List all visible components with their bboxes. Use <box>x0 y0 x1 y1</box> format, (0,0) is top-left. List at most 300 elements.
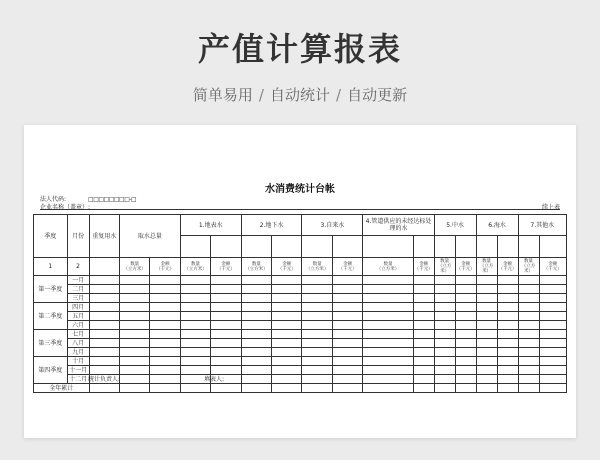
data-cell[interactable] <box>272 294 302 303</box>
data-cell[interactable] <box>89 294 119 303</box>
unit-label: 数量 <box>251 261 261 267</box>
data-cell[interactable] <box>476 330 497 339</box>
table-row <box>34 348 567 357</box>
data-cell[interactable] <box>497 384 518 393</box>
unit-cell <box>211 258 241 276</box>
table-row <box>34 276 567 285</box>
data-cell[interactable] <box>180 285 210 294</box>
data-cell[interactable] <box>150 294 180 303</box>
data-cell[interactable] <box>455 339 476 348</box>
data-cell[interactable] <box>363 357 413 366</box>
data-cell[interactable] <box>302 375 332 384</box>
data-cell[interactable] <box>89 303 119 312</box>
data-cell[interactable] <box>476 339 497 348</box>
data-cell[interactable] <box>434 321 455 330</box>
data-cell[interactable] <box>434 375 455 384</box>
tagline-separator: / <box>336 86 342 104</box>
data-cell[interactable] <box>180 312 210 321</box>
data-cell[interactable] <box>89 384 119 393</box>
data-cell[interactable] <box>518 357 539 366</box>
data-cell[interactable] <box>518 384 539 393</box>
data-cell[interactable] <box>518 294 539 303</box>
data-cell[interactable] <box>241 375 271 384</box>
data-cell[interactable] <box>434 348 455 357</box>
data-cell[interactable] <box>434 330 455 339</box>
data-cell[interactable] <box>272 384 302 393</box>
data-cell[interactable] <box>332 303 362 312</box>
data-cell[interactable] <box>476 366 497 375</box>
data-cell[interactable] <box>539 375 567 384</box>
data-cell[interactable] <box>119 285 149 294</box>
data-cell[interactable] <box>241 348 271 357</box>
unit-label: 金额 <box>221 261 231 267</box>
unit-cell <box>180 258 210 276</box>
data-cell[interactable] <box>518 303 539 312</box>
data-cell[interactable] <box>476 294 497 303</box>
unit-label: 数量 <box>312 261 322 267</box>
data-cell[interactable] <box>497 276 518 285</box>
header-rule <box>40 209 560 210</box>
data-cell[interactable] <box>211 303 241 312</box>
data-cell[interactable] <box>302 330 332 339</box>
document-sheet <box>24 125 576 438</box>
data-cell[interactable] <box>476 375 497 384</box>
data-cell[interactable] <box>211 339 241 348</box>
data-cell[interactable] <box>180 339 210 348</box>
data-cell[interactable] <box>455 321 476 330</box>
data-cell[interactable] <box>211 384 241 393</box>
data-cell[interactable] <box>119 303 149 312</box>
data-cell[interactable] <box>150 357 180 366</box>
unit-cell <box>518 258 539 276</box>
table-row <box>34 303 567 312</box>
data-cell[interactable] <box>476 321 497 330</box>
data-cell[interactable] <box>434 339 455 348</box>
data-cell[interactable] <box>332 312 362 321</box>
unit-cell <box>150 258 180 276</box>
data-cell[interactable] <box>241 366 271 375</box>
month-cell: 六月 <box>67 321 89 330</box>
data-cell[interactable] <box>211 312 241 321</box>
unit-sublabel: （千元） <box>414 266 433 272</box>
unit-sublabel: （千元） <box>277 266 296 272</box>
data-cell[interactable] <box>455 384 476 393</box>
data-cell[interactable] <box>211 276 241 285</box>
tagline-separator: / <box>258 86 264 104</box>
data-cell[interactable] <box>539 276 567 285</box>
data-cell[interactable] <box>150 312 180 321</box>
data-cell[interactable] <box>363 312 413 321</box>
data-cell[interactable] <box>241 339 271 348</box>
data-cell[interactable] <box>241 294 271 303</box>
data-cell[interactable] <box>272 330 302 339</box>
data-cell[interactable] <box>476 312 497 321</box>
data-cell[interactable] <box>241 357 271 366</box>
data-cell[interactable] <box>119 375 149 384</box>
data-cell[interactable] <box>413 384 434 393</box>
data-cell[interactable] <box>272 285 302 294</box>
data-cell[interactable] <box>455 357 476 366</box>
data-cell[interactable] <box>413 276 434 285</box>
source-subheader-cell <box>455 236 476 258</box>
col-header-source: 5.中水 <box>434 215 476 236</box>
unit-label: 数量 <box>383 261 393 267</box>
data-cell[interactable] <box>455 285 476 294</box>
data-cell[interactable] <box>413 312 434 321</box>
data-cell[interactable] <box>89 321 119 330</box>
data-cell[interactable] <box>455 348 476 357</box>
unit-sublabel: （千元） <box>456 266 475 272</box>
data-cell[interactable] <box>413 285 434 294</box>
form-filler-label: 填表人: <box>204 376 225 383</box>
data-cell[interactable] <box>302 384 332 393</box>
data-cell[interactable] <box>539 285 567 294</box>
unit-label: 数量 <box>482 259 492 264</box>
tagline-item: 自动统计 <box>269 86 330 104</box>
data-cell[interactable] <box>413 294 434 303</box>
tagline <box>0 84 600 105</box>
month-cell: 三月 <box>67 294 89 303</box>
data-cell[interactable] <box>332 348 362 357</box>
month-cell: 二月 <box>67 285 89 294</box>
data-cell[interactable] <box>497 330 518 339</box>
data-cell[interactable] <box>89 339 119 348</box>
table-row <box>34 321 567 330</box>
unit-label: 金额 <box>160 261 170 267</box>
table-row <box>34 357 567 366</box>
data-cell[interactable] <box>413 375 434 384</box>
data-cell[interactable] <box>413 303 434 312</box>
data-cell[interactable] <box>119 348 149 357</box>
data-cell[interactable] <box>272 321 302 330</box>
source-subheader-cell <box>211 236 241 258</box>
data-cell[interactable] <box>363 285 413 294</box>
data-cell[interactable] <box>241 330 271 339</box>
data-cell[interactable] <box>272 303 302 312</box>
data-cell[interactable] <box>434 384 455 393</box>
data-cell[interactable] <box>332 294 362 303</box>
data-cell[interactable] <box>150 339 180 348</box>
data-cell[interactable] <box>539 330 567 339</box>
data-cell[interactable] <box>150 384 180 393</box>
data-cell[interactable] <box>119 384 149 393</box>
data-cell[interactable] <box>455 330 476 339</box>
data-cell[interactable] <box>363 276 413 285</box>
data-cell[interactable] <box>180 303 210 312</box>
unit-sublabel: （千元） <box>156 266 175 272</box>
data-cell[interactable] <box>413 366 434 375</box>
data-cell[interactable] <box>241 384 271 393</box>
source-subheader-cell <box>434 236 455 258</box>
data-cell[interactable] <box>150 321 180 330</box>
data-cell[interactable] <box>211 348 241 357</box>
data-cell[interactable] <box>497 366 518 375</box>
unit-sublabel: （千元） <box>543 266 562 272</box>
data-cell[interactable] <box>539 366 567 375</box>
data-cell[interactable] <box>413 330 434 339</box>
data-cell[interactable] <box>302 348 332 357</box>
data-cell[interactable] <box>272 339 302 348</box>
data-cell[interactable] <box>476 384 497 393</box>
data-cell[interactable] <box>413 348 434 357</box>
data-cell[interactable] <box>518 312 539 321</box>
unit-cell <box>434 258 455 276</box>
unit-label: 数量 <box>130 261 140 267</box>
form-continuation-label: 续上表 <box>541 204 560 211</box>
data-cell[interactable] <box>302 339 332 348</box>
total-label-cell: 全年累计 <box>34 384 90 393</box>
data-cell[interactable] <box>272 366 302 375</box>
table-row <box>34 294 567 303</box>
data-cell[interactable] <box>302 312 332 321</box>
data-cell[interactable] <box>363 366 413 375</box>
data-cell[interactable] <box>150 366 180 375</box>
data-cell[interactable] <box>332 321 362 330</box>
data-cell[interactable] <box>476 285 497 294</box>
unit-label: 金额 <box>282 261 292 267</box>
data-cell[interactable] <box>518 348 539 357</box>
data-cell[interactable] <box>363 348 413 357</box>
data-cell[interactable] <box>241 276 271 285</box>
data-cell[interactable] <box>302 303 332 312</box>
data-cell[interactable] <box>497 321 518 330</box>
month-cell: 十二月 <box>69 375 88 383</box>
data-cell[interactable] <box>272 348 302 357</box>
header-row-sources <box>34 215 567 236</box>
data-cell[interactable] <box>497 357 518 366</box>
unit-sublabel: （立方米） <box>245 266 268 272</box>
unit-sublabel: （立方米） <box>376 266 400 272</box>
data-cell[interactable] <box>497 312 518 321</box>
unit-label: 数量 <box>440 259 450 264</box>
source-subheader-cell <box>272 236 302 258</box>
data-cell[interactable] <box>332 276 362 285</box>
data-cell[interactable] <box>363 330 413 339</box>
data-cell[interactable] <box>241 321 271 330</box>
data-cell[interactable] <box>518 285 539 294</box>
data-cell[interactable] <box>476 303 497 312</box>
data-cell[interactable] <box>434 366 455 375</box>
month-cell: 九月 <box>67 348 89 357</box>
data-cell[interactable] <box>363 384 413 393</box>
unit-cell <box>332 258 362 276</box>
data-cell[interactable] <box>363 294 413 303</box>
data-cell[interactable] <box>518 321 539 330</box>
data-cell[interactable] <box>89 330 119 339</box>
data-cell[interactable] <box>241 303 271 312</box>
page-headline: 产值计算报表 <box>197 30 402 68</box>
data-cell[interactable] <box>497 348 518 357</box>
unit-cell <box>119 258 149 276</box>
unit-cell <box>272 258 302 276</box>
data-cell[interactable] <box>272 375 302 384</box>
data-cell[interactable] <box>180 294 210 303</box>
data-cell[interactable] <box>434 294 455 303</box>
data-cell[interactable] <box>518 276 539 285</box>
data-cell[interactable] <box>89 357 119 366</box>
data-cell[interactable] <box>332 285 362 294</box>
data-cell[interactable] <box>476 276 497 285</box>
data-cell[interactable] <box>302 276 332 285</box>
data-cell[interactable] <box>211 294 241 303</box>
data-cell[interactable] <box>119 330 149 339</box>
data-cell[interactable] <box>363 339 413 348</box>
data-cell[interactable] <box>89 348 119 357</box>
data-cell[interactable] <box>180 276 210 285</box>
data-cell[interactable] <box>180 330 210 339</box>
data-cell[interactable] <box>180 348 210 357</box>
unit-label: 数量 <box>524 259 534 264</box>
data-cell[interactable] <box>539 348 567 357</box>
unit-cell-blank <box>89 258 119 276</box>
unit-label: 金额 <box>343 261 353 267</box>
data-cell[interactable] <box>89 276 119 285</box>
season-cell: 第一季度 <box>34 276 68 303</box>
data-cell[interactable] <box>539 339 567 348</box>
unit-label: 数量 <box>191 261 201 267</box>
data-cell[interactable] <box>302 285 332 294</box>
data-cell[interactable] <box>332 339 362 348</box>
unit-cell <box>455 258 476 276</box>
data-cell[interactable] <box>119 357 149 366</box>
data-cell[interactable] <box>119 339 149 348</box>
data-cell[interactable] <box>119 366 149 375</box>
unit-sublabel: （立方米） <box>521 264 536 274</box>
unit-sublabel: （立方米） <box>184 266 207 272</box>
data-cell[interactable] <box>497 339 518 348</box>
data-cell[interactable] <box>302 357 332 366</box>
col-header-source: 1.地表水 <box>180 215 241 236</box>
season-cell: 第二季度 <box>34 303 68 330</box>
data-cell[interactable] <box>150 285 180 294</box>
legal-code-label: 法人代码: <box>40 196 67 203</box>
data-cell[interactable] <box>332 357 362 366</box>
data-cell[interactable] <box>434 276 455 285</box>
data-cell[interactable] <box>241 312 271 321</box>
data-cell[interactable] <box>119 321 149 330</box>
data-cell[interactable] <box>363 321 413 330</box>
data-cell[interactable] <box>211 285 241 294</box>
data-cell[interactable] <box>363 303 413 312</box>
unit-sublabel: （立方米） <box>305 266 329 272</box>
data-cell[interactable] <box>241 285 271 294</box>
data-cell[interactable] <box>434 285 455 294</box>
data-cell[interactable] <box>455 312 476 321</box>
data-cell[interactable] <box>497 294 518 303</box>
data-cell[interactable] <box>413 321 434 330</box>
data-cell[interactable] <box>539 321 567 330</box>
source-subheader-cell <box>363 236 413 258</box>
data-cell[interactable] <box>518 375 539 384</box>
data-cell[interactable] <box>455 375 476 384</box>
data-cell[interactable] <box>211 330 241 339</box>
data-cell[interactable] <box>332 330 362 339</box>
data-cell[interactable] <box>539 357 567 366</box>
data-cell[interactable] <box>455 303 476 312</box>
data-cell[interactable] <box>180 384 210 393</box>
unit-label: 金额 <box>548 261 558 267</box>
unit-sublabel: （立方米） <box>479 264 494 274</box>
source-subheader-cell <box>539 236 567 258</box>
col-number: 1 <box>34 258 68 276</box>
water-consumption-table <box>33 214 567 393</box>
unit-label: 金额 <box>503 261 513 267</box>
source-subheader-cell <box>476 236 497 258</box>
stat-responsible-label: 统计负责人: <box>88 376 121 383</box>
source-subheader-cell <box>497 236 518 258</box>
col-header-source: 7.其他水 <box>518 215 566 236</box>
data-cell[interactable] <box>89 312 119 321</box>
data-cell[interactable] <box>89 285 119 294</box>
tagline-item: 自动更新 <box>347 86 408 104</box>
data-cell[interactable] <box>434 357 455 366</box>
data-cell[interactable] <box>455 276 476 285</box>
data-cell[interactable] <box>518 366 539 375</box>
data-cell[interactable] <box>150 348 180 357</box>
data-cell[interactable] <box>332 366 362 375</box>
unit-sublabel: （千元） <box>338 266 357 272</box>
data-cell[interactable] <box>150 375 180 384</box>
data-cell[interactable] <box>539 303 567 312</box>
data-cell[interactable] <box>211 357 241 366</box>
data-cell[interactable] <box>272 357 302 366</box>
data-cell[interactable] <box>180 321 210 330</box>
data-cell[interactable] <box>332 375 362 384</box>
data-cell[interactable] <box>476 357 497 366</box>
unit-cell <box>363 258 413 276</box>
data-cell[interactable] <box>497 303 518 312</box>
data-cell[interactable] <box>497 285 518 294</box>
data-cell[interactable] <box>332 384 362 393</box>
table-row <box>34 339 567 348</box>
data-cell[interactable] <box>180 357 210 366</box>
data-cell[interactable] <box>497 375 518 384</box>
data-cell[interactable] <box>476 348 497 357</box>
data-cell[interactable] <box>434 303 455 312</box>
data-cell[interactable] <box>302 321 332 330</box>
data-cell[interactable] <box>119 294 149 303</box>
data-cell[interactable] <box>272 276 302 285</box>
data-cell[interactable] <box>455 294 476 303</box>
data-cell[interactable] <box>539 294 567 303</box>
col-header-source: 6.海水 <box>476 215 518 236</box>
data-cell[interactable] <box>150 276 180 285</box>
data-cell[interactable] <box>434 312 455 321</box>
data-cell[interactable] <box>518 339 539 348</box>
data-cell[interactable] <box>119 312 149 321</box>
data-cell[interactable] <box>518 330 539 339</box>
data-cell[interactable] <box>302 366 332 375</box>
data-cell[interactable] <box>150 303 180 312</box>
data-cell[interactable] <box>363 375 413 384</box>
unit-cell <box>241 258 271 276</box>
data-cell[interactable] <box>150 330 180 339</box>
data-cell[interactable] <box>539 312 567 321</box>
data-cell[interactable] <box>413 339 434 348</box>
unit-label: 金额 <box>419 261 429 267</box>
data-cell[interactable] <box>539 384 567 393</box>
data-cell[interactable] <box>211 321 241 330</box>
data-cell[interactable] <box>455 366 476 375</box>
season-cell: 第三季度 <box>34 330 68 357</box>
data-cell[interactable] <box>119 276 149 285</box>
table-row-total <box>34 384 567 393</box>
data-cell[interactable] <box>413 357 434 366</box>
data-cell[interactable] <box>302 294 332 303</box>
tagline-item: 简单易用 <box>192 86 253 104</box>
month-cell: 四月 <box>67 303 89 312</box>
data-cell[interactable] <box>272 312 302 321</box>
